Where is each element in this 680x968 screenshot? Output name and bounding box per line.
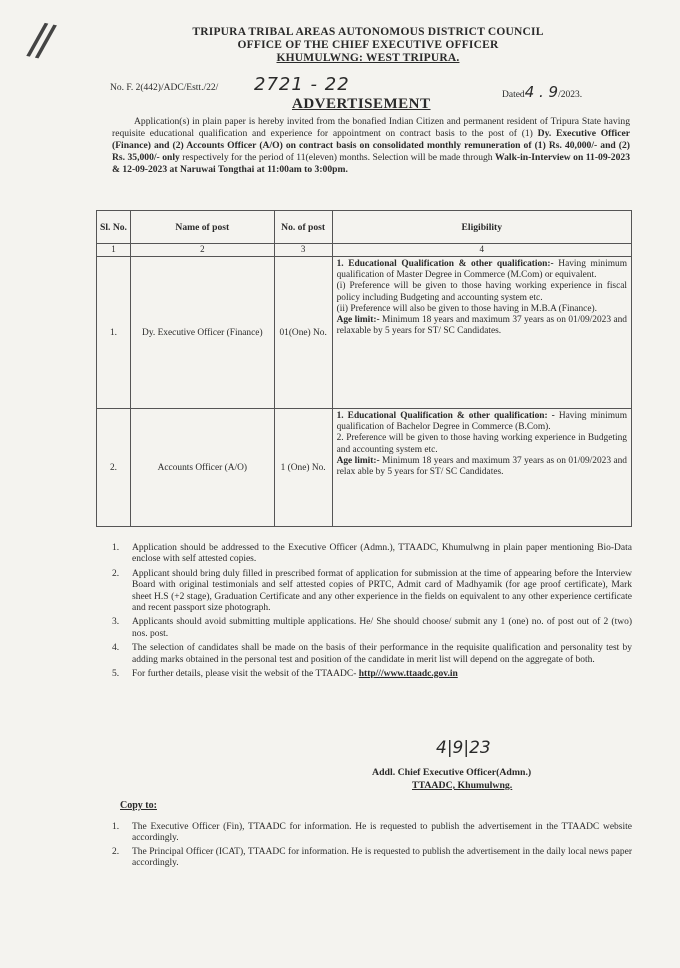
item-number: 5. [112, 669, 120, 680]
list-item [112, 617, 632, 640]
age-label: Age limit:- [336, 315, 380, 326]
item-text: The selection of candidates shall be made on the basis of their performance in the requisite qualification and personality test by adding marks obtained in the personal test and position of the candidate in merit list will depend on the aggregate of both. [132, 643, 632, 665]
eq-label: 1. Educational Qualification & other qualification:- [336, 259, 554, 269]
age-text: Minimum 18 years and maximum 37 years as on 01/09/2023 and relaxable by 5 years for ST/ SC Candidates. [336, 315, 627, 337]
signatory-office: TTAADC, Khumulwng. [412, 780, 513, 791]
row-sl: 1. [97, 257, 131, 409]
dated-prefix: Dated [502, 90, 525, 100]
table-row [97, 409, 632, 527]
row-post-name: Dy. Executive Officer (Finance) [130, 257, 274, 409]
row-post-name: Accounts Officer (A/O) [130, 409, 274, 527]
item-text: The Principal Officer (ICAT), TTAADC for information. He is requested to publish the advertisement in the daily local news paper accordingly. [132, 846, 632, 869]
item-number: 1. [112, 543, 120, 553]
educational-qualification [337, 411, 627, 433]
age-limit [337, 315, 627, 337]
header-name-of-post: Name of post [130, 211, 274, 244]
date-line [502, 83, 582, 101]
table-header-row [97, 211, 632, 244]
copy-to-list [112, 822, 632, 872]
list-item [112, 569, 632, 615]
eq-text: Having minimum qualification of Bachelor Degree in Commerce (B.Com). [336, 411, 627, 433]
header-sl-no: Sl. No. [97, 211, 131, 244]
col-num: 1 [97, 244, 131, 257]
row-eligibility [332, 257, 631, 409]
row-post-count: 01(One) No. [274, 257, 332, 409]
intro-bold-2: Walk-in-Interview on 11-09-2023 & 12-09-2023 at Naruwai Tongthai at 11:00am to 3:00pm. [112, 152, 630, 175]
file-number-handwritten: 2721 - 22 [254, 74, 350, 95]
item-number: 1. [112, 822, 120, 832]
copy-to-heading: Copy to: [120, 800, 157, 811]
row-eligibility [332, 409, 631, 527]
item-text: Applicants should avoid submitting multiple applications. He/ She should choose/ submit any 1 (one) no. of post out of 2 (two) nos. post. [132, 617, 632, 639]
col-num: 2 [130, 244, 274, 257]
preference-2: (ii) Preference will also be given to those having in M.B.A (Finance). [336, 303, 597, 314]
council-name: TRIPURA TRIBAL AREAS AUTONOMOUS DISTRICT COUNCIL [192, 26, 544, 38]
signature-handwritten: 4|9|23 [436, 738, 491, 758]
item-number: 2. [112, 846, 120, 857]
item-text: For further details, please visit the websit of the TTAADC- [132, 669, 359, 680]
age-limit [337, 456, 627, 478]
item-text: Applicant should bring duly filled in prescribed format of application for submission at the time of appearing before the Interview Board with original testimonials and self attested copies of PRTC, Admit card of Madhyamik (for age proof certificate), Mark sheet H.S (+2 stage), Graduation Certificate and any other experience in the fields on equivalent to any other experience certificate and recent passport size photograph. [132, 568, 632, 614]
preference-1: 2. Preference will be given to those having working experience in Budgeting and accounting system etc. [336, 433, 627, 455]
signatory-designation: Addl. Chief Executive Officer(Admn.) [372, 767, 532, 778]
item-number: 3. [112, 617, 120, 628]
educational-qualification [337, 259, 627, 281]
dated-suffix: /2023. [558, 90, 583, 100]
eq-label: 1. Educational Qualification & other qualification: - [336, 411, 555, 421]
item-text: The Executive Officer (Fin), TTAADC for information. He is requested to publish the advertisement in the TTAADC website accordingly. [132, 822, 632, 844]
website-link[interactable]: http///www.ttaadc.gov.in [358, 669, 458, 680]
intro-paragraph [112, 116, 630, 176]
list-item [112, 669, 632, 680]
notes-list [112, 543, 632, 683]
row-sl: 2. [97, 409, 131, 527]
list-item [112, 643, 632, 666]
file-number: No. F. 2(442)/ADC/Estt./22/ [110, 83, 219, 93]
office-location: KHUMULWNG: WEST TRIPURA. [276, 52, 460, 64]
list-item [112, 543, 632, 566]
item-number: 2. [112, 568, 120, 579]
col-num: 3 [274, 244, 332, 257]
document-title: ADVERTISEMENT [292, 96, 431, 112]
age-label: Age limit:- [336, 455, 380, 466]
header-no-of-post: No. of post [274, 211, 332, 244]
row-post-count: 1 (One) No. [274, 409, 332, 527]
item-number: 4. [112, 643, 120, 654]
intro-text-2: respectively for the period of 11(eleven) months. Selection will be made through [179, 152, 496, 163]
table-row [97, 257, 632, 409]
intro-bold-1: Dy. Executive Officer (Finance) and (2) Accounts Officer (A/O) on contract basis on consolidated monthly remuneration of (1) Rs. 40,000/- and (2) Rs. 35,000/- only [112, 128, 630, 163]
list-item [112, 822, 632, 845]
office-name: OFFICE OF THE CHIEF EXECUTIVE OFFICER [237, 39, 499, 51]
eq-text: Having minimum qualification of Master Degree in Commerce (M.Com) or equivalent. [336, 259, 627, 281]
col-num: 4 [332, 244, 631, 257]
margin-mark: // [24, 12, 53, 67]
intro-text-1: Application(s) in plain paper is hereby invited from the bonafied Indian Citizen and permanent resident of Tripura State having requisite educational qualification and experience for appointment on contract basis to the post of (1) [112, 116, 630, 139]
age-text: Minimum 18 years and maximum 37 years as on 01/09/2023 and relax able by 5 years for ST/ SC Candidates. [336, 455, 627, 478]
posts-table [96, 210, 632, 527]
dated-handwritten: 4 . 9 [524, 83, 559, 101]
item-text: Application should be addressed to the Executive Officer (Admn.), TTAADC, Khumulwng in plain paper mentioning Bio-Data enclose with self attested copies. [132, 543, 632, 565]
preference-1: (i) Preference will be given to those having working experience in fiscal policy including Budgeting and accounting system etc. [336, 281, 627, 303]
table-column-numbers [97, 244, 632, 257]
header-eligibility: Eligibility [332, 211, 631, 244]
list-item [112, 847, 632, 870]
